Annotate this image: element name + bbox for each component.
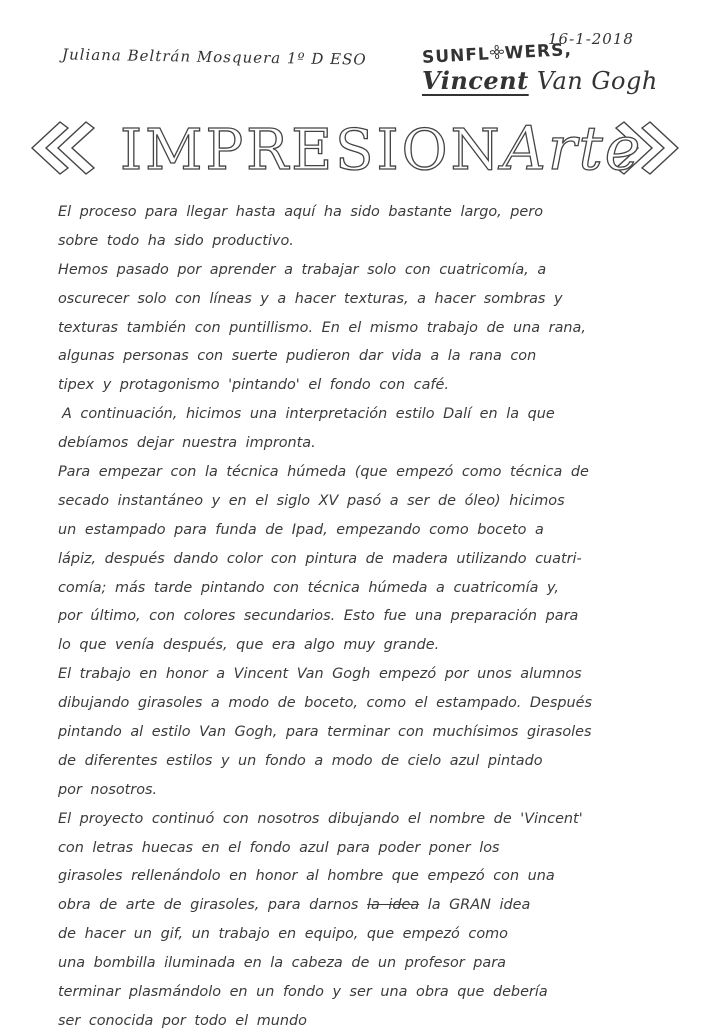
text-line: sobre todo ha sido productivo. [58,232,294,249]
title-arte: Arte [502,114,643,184]
text-line: Hemos pasado por aprender a trabajar solo con cuatricomía, a [58,261,547,278]
text-line: A continuación, hicimos una interpretación estilo Dalí en la que [62,406,555,423]
text-line: por nosotros. [58,781,158,798]
struck-out-text: la idea [366,897,420,914]
text-line: girasoles rellenándolo en honor al hombre que empezó con una [58,868,555,885]
text-line: con letras huecas en el fondo azul para poder poner los [58,839,500,856]
artist-first-name: Vincent [422,66,529,95]
text-line: de diferentes estilos y un fondo a modo de cielo azul pintado [58,752,543,769]
text-line-end: la GRAN idea [419,897,531,914]
sunflowers-suffix: WERS, [504,40,573,64]
text-line: lo que venía después, que era algo muy grande. [58,637,440,654]
text-line: terminar plasmándolo en un fondo y ser una obra que debería [58,984,548,1001]
date: 16-1-2018 [548,30,634,48]
text-line [58,891,698,920]
text-line: El proyecto continuó con nosotros dibujando el nombre de 'Vincent' [58,810,583,827]
artist-last-name: Van Gogh [528,67,658,95]
text-line: texturas también con puntillismo. En el mismo trabajo de una rana, [58,319,586,336]
text-line: por último, con colores secundarios. Esto fue una preparación para [58,608,579,625]
text-line: dibujando girasoles a modo de boceto, como el estampado. Después [58,695,592,712]
text-line: secado instantáneo y en el siglo XV pasó a ser de óleo) hicimos [58,492,565,509]
text-line: oscurecer solo con líneas y a hacer texturas, a hacer sombras y [58,290,563,307]
text-line: tipex y protagonismo 'pintando' el fondo con café. [58,377,449,394]
text-line: pintando al estilo Van Gogh, para terminar con muchísimos girasoles [58,724,592,741]
text-line: algunas personas con suerte pudieron dar vida a la rana con [58,348,537,365]
text-line: lápiz, después dando color con pintura de madera utilizando cuatri- [58,550,582,567]
sunflowers-prefix: SUNFL [421,44,491,68]
text-line: Para empezar con la técnica húmeda (que empezó como técnica de [58,464,589,481]
author-line: Juliana Beltrán Mosquera 1º D ESO [61,45,367,69]
text-line: un estampado para funda de Ipad, empezando como boceto a [58,521,544,538]
text-line: una bombilla iluminada en la cabeza de un profesor para [58,955,506,972]
text-line: ser conocida por todo el mundo [58,1012,307,1029]
text-line: comía; más tarde pintando con técnica húmeda a cuatricomía y, [58,579,559,596]
title [120,114,642,184]
text-line: El proceso para llegar hasta aquí ha sido bastante largo, pero [58,204,543,220]
text-line-start: obra de arte de girasoles, para darnos [58,897,359,914]
title-main: IMPRESION [120,118,503,183]
title-banner [20,110,710,186]
flower-icon [489,44,505,65]
text-line: de hacer un gif, un trabajo en equipo, que empezó como [58,926,508,943]
text-line: El trabajo en honor a Vincent Van Gogh empezó por unos alumnos [58,666,582,683]
sunflowers-heading [422,40,573,68]
artist-name [422,66,658,95]
text-line: debíamos dejar nuestra impronta. [58,435,316,452]
body-text [58,198,698,1036]
